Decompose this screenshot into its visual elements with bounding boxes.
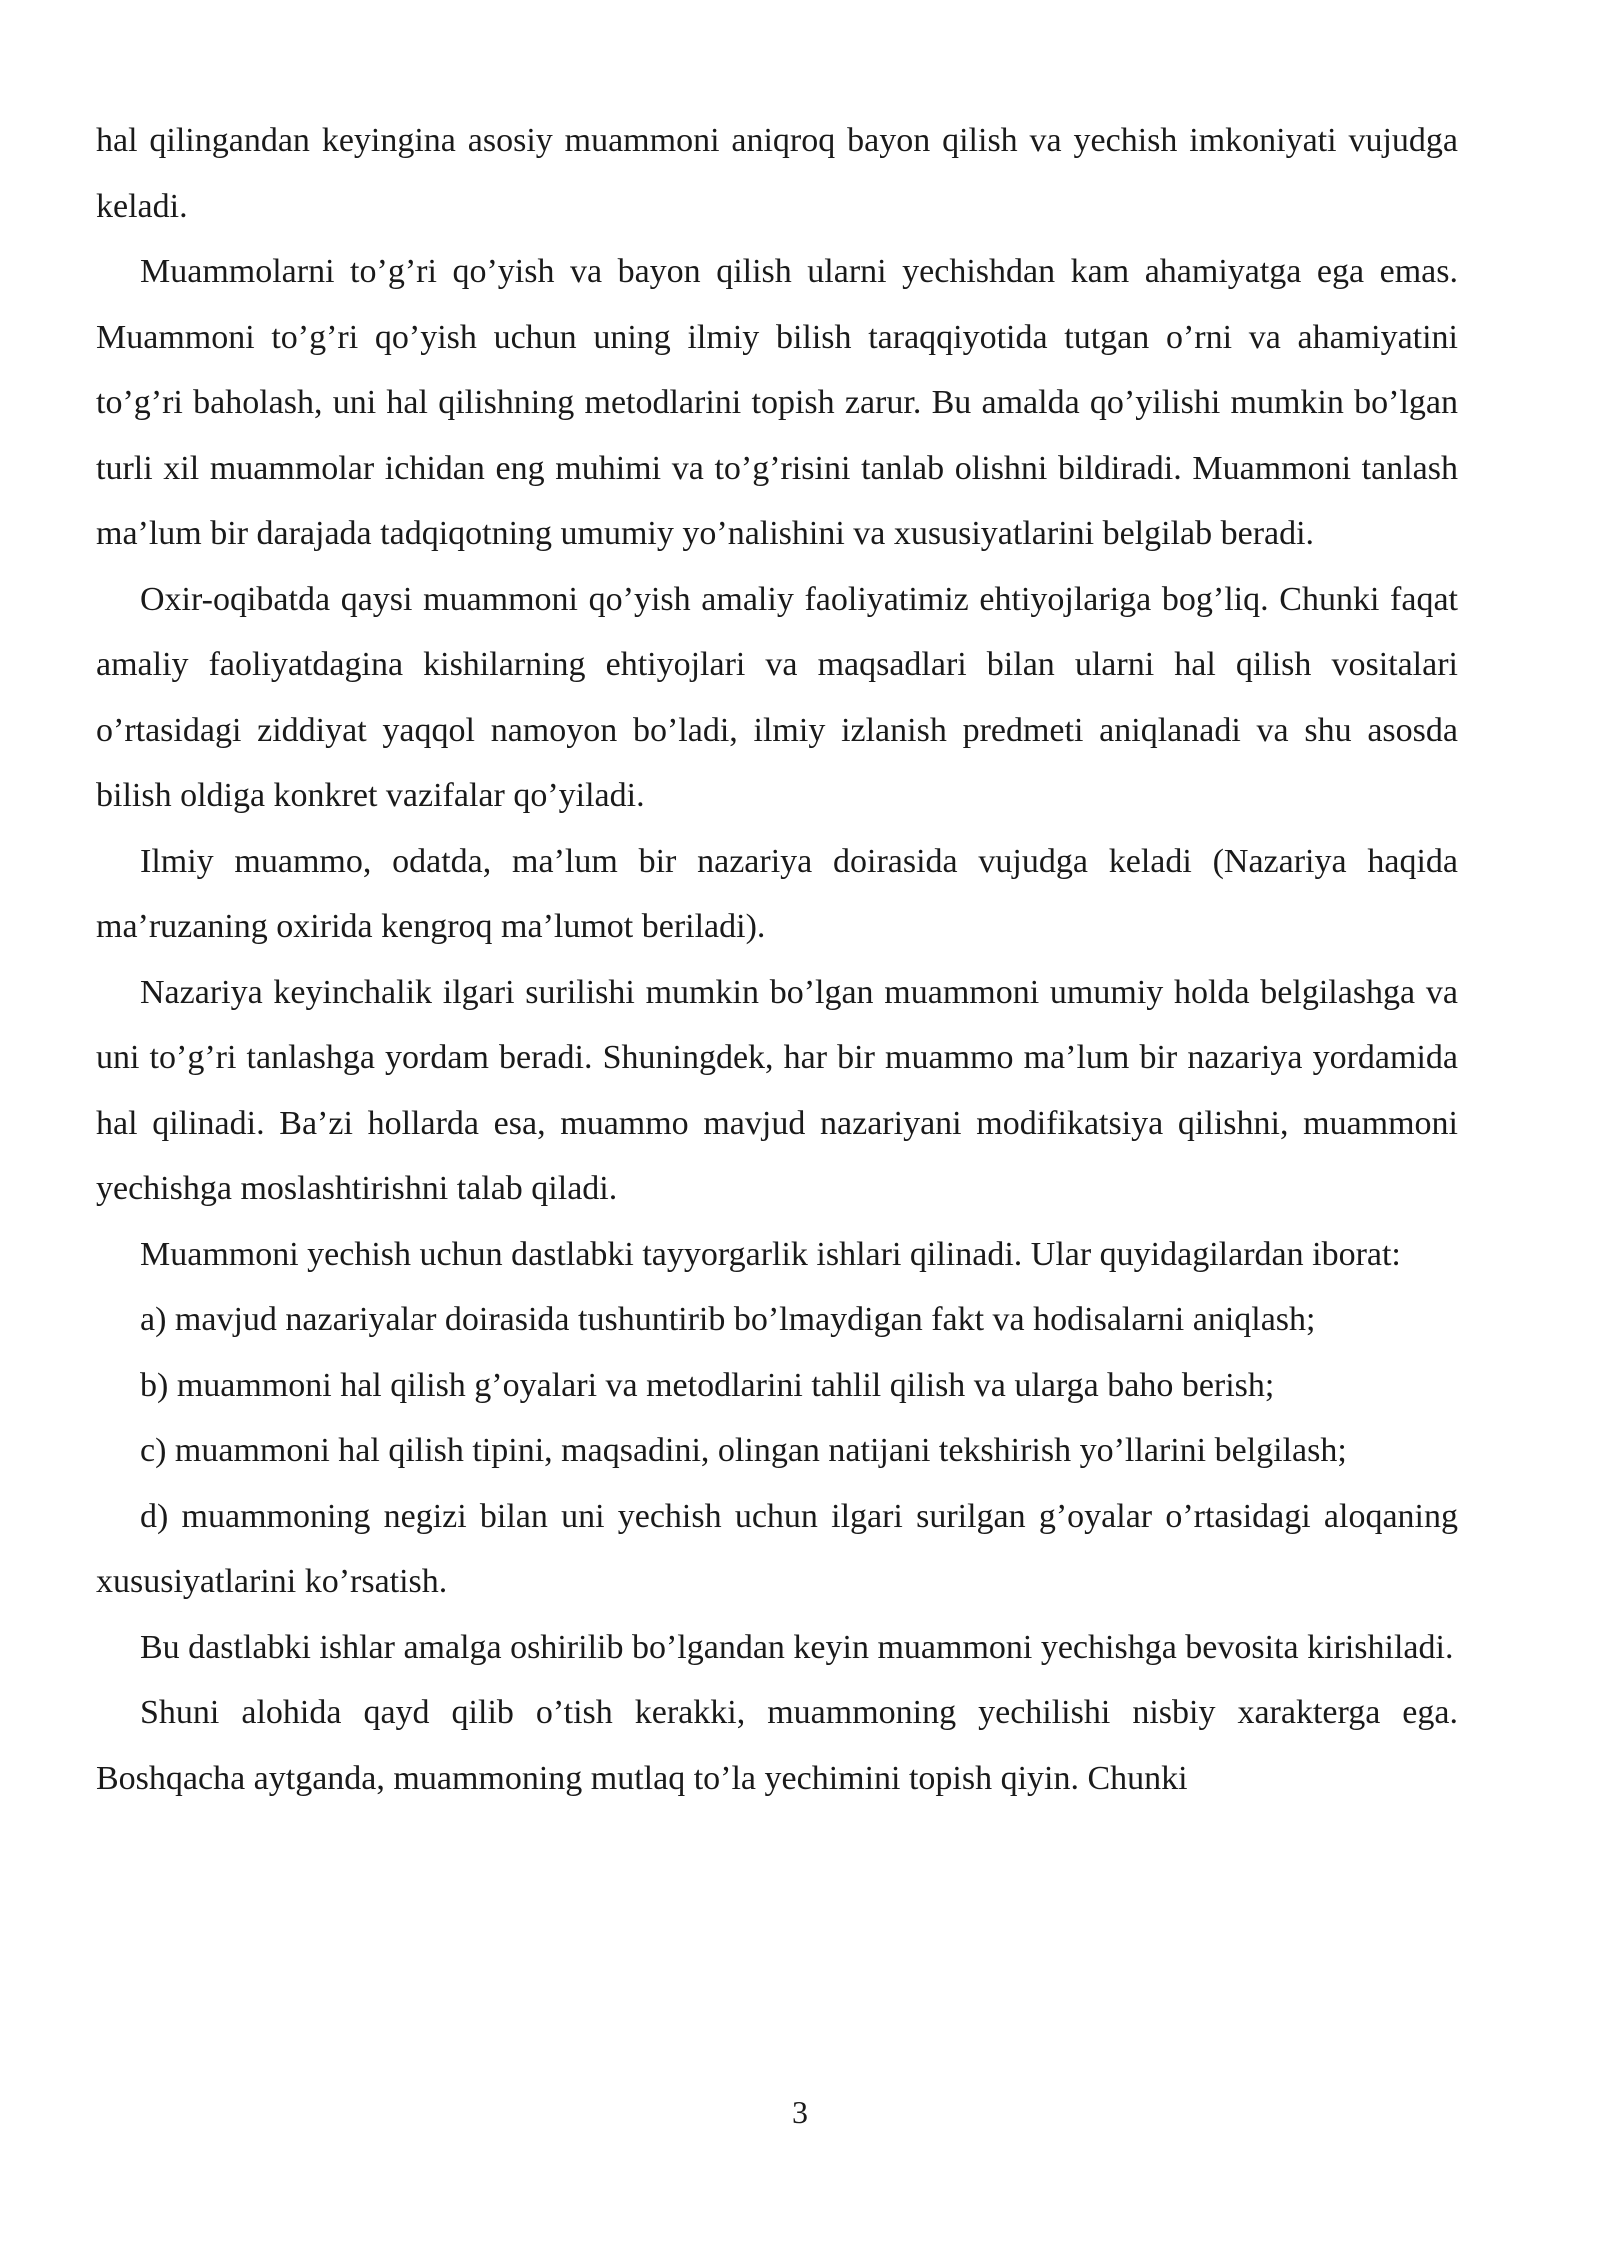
paragraph: Bu dastlabki ishlar amalga oshirilib bo’lgandan keyin muammoni yechishga bevosita kirishiladi. [140,1628,1454,1666]
paragraph: Shuni alohida qayd qilib o’tish kerakki, muammoning yechilishi nisbiy xarakterga ega. Boshqacha aytganda, muammoning mutlaq to’la yechimini topish qiyin. Chunki [96,1694,1458,1797]
paragraph: Oxir-oqibatda qaysi muammoni qo’yish amaliy faoliyatimiz ehtiyojlariga bog’liq. Chunki faqat amaliy faoliyatdagina kishilarning ehtiyojlari va maqsadlari bilan ularni hal qilish vositalari o’rtasidagi ziddiyat yaqqol namoyon bo’ladi, ilmiy izlanish predmeti aniqlanadi va shu asosda bilish oldiga konkret vazifalar qo’yiladi. [96,580,1458,814]
paragraph: Ilmiy muammo, odatda, ma’lum bir nazariya doirasida vujudga keladi (Nazariya haqida ma’ruzaning oxirida kengroq ma’lumot beriladi). [96,842,1458,945]
paragraph: Nazariya keyinchalik ilgari surilishi mumkin bo’lgan muammoni umumiy holda belgilashga va uni to’g’ri tanlashga yordam beradi. Shuningdek, har bir muammo ma’lum bir nazariya yordamida hal qilinadi. Ba’zi hollarda esa, muammo mavjud nazariyani modifikatsiya qilishni, muammoni yechishga moslashtirishni talab qiladi. [96,973,1458,1207]
list-item-a: a) mavjud nazariyalar doirasida tushuntirib bo’lmaydigan fakt va hodisalarni aniqlash; [140,1301,1316,1338]
list-item-c: c) muammoni hal qilish tipini, maqsadini, olingan natijani tekshirish yo’llarini belgilash; [140,1432,1347,1469]
paragraph: Muammoni yechish uchun dastlabki tayyorgarlik ishlari qilinadi. Ular quyidagilardan iborat: [140,1235,1401,1273]
document-body [96,108,1458,1811]
page-number: 3 [792,2094,808,2130]
paragraph-continuation: hal qilingandan keyingina asosiy muammoni aniqroq bayon qilish va yechish imkoniyati vujudga keladi. [96,122,1458,225]
list-item-d: d) muammoning negizi bilan uni yechish uchun ilgari surilgan g’oyalar o’rtasidagi aloqaning xususiyatlarini ko’rsatish. [96,1497,1458,1600]
paragraph: Muammolarni to’g’ri qo’yish va bayon qilish ularni yechishdan kam ahamiyatga ega emas. Muammoni to’g’ri qo’yish uchun uning ilmiy bilish taraqqiyotida tutgan o’rni va ahamiyatini to’g’ri baholash, uni hal qilishning metodlarini topish zarur. Bu amalda qo’yilishi mumkin bo’lgan turli xil muammolar ichidan eng muhimi va to’g’risini tanlab olishni bildiradi. Muammoni tanlash ma’lum bir darajada tadqiqotning umumiy yo’nalishini va xususiyatlarini belgilab beradi. [96,253,1458,552]
list-item-b: b) muammoni hal qilish g’oyalari va metodlarini tahlil qilish va ularga baho berish; [140,1366,1275,1404]
